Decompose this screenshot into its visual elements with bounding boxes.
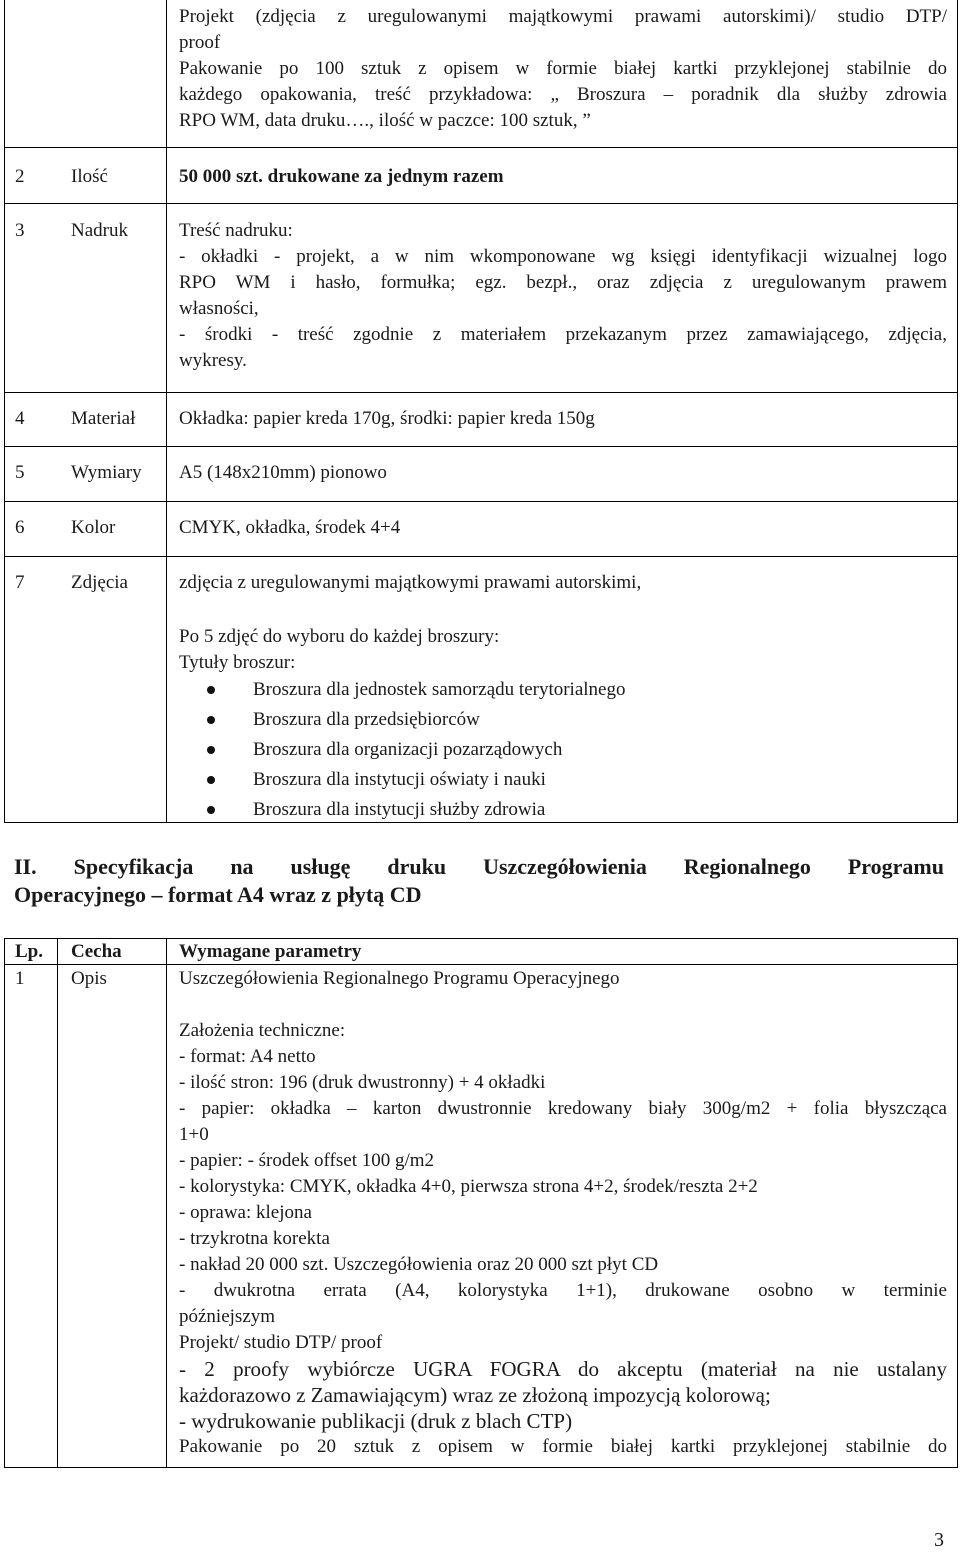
bullet-icon — [207, 776, 215, 784]
row-number: 1 — [15, 968, 25, 989]
row-number: 5 — [15, 462, 25, 483]
list-item — [179, 795, 626, 825]
row-value: CMYK, okładka, środek 4+4 — [179, 517, 401, 538]
list-item — [179, 705, 626, 735]
row-label: Ilość — [71, 166, 108, 187]
spec-table-2 — [4, 938, 958, 1468]
list-item — [179, 735, 626, 765]
list-item-label: Broszura dla instytucji oświaty i nauki — [253, 769, 546, 790]
row-label: Zdjęcia — [71, 572, 128, 593]
row-divider — [5, 501, 957, 502]
text-line: Pakowanie po 20 sztuk z opisem w formie białej kartki przyklejonej stabilnie do — [179, 1436, 947, 1457]
column-divider — [166, 939, 167, 1467]
text-line: Projekt/ studio DTP/ proof — [179, 1332, 383, 1353]
text-line: - oprawa: klejona — [179, 1202, 312, 1223]
row-value: A5 (148x210mm) pionowo — [179, 462, 387, 483]
row-number: 2 — [15, 166, 25, 187]
text-line: - nakład 20 000 szt. Uszczegółowienia oraz 20 000 szt płyt CD — [179, 1254, 659, 1275]
section-heading-line: Operacyjnego – format A4 wraz z płytą CD — [14, 882, 422, 907]
text-line: wykresy. — [179, 350, 247, 371]
row-extra-line: Tytuły broszur: — [179, 652, 296, 673]
row-divider — [5, 392, 957, 393]
row-label: Kolor — [71, 517, 116, 538]
row-label: Wymiary — [71, 462, 142, 483]
row-value: zdjęcia z uregulowanymi majątkowymi prawami autorskimi, — [179, 572, 642, 593]
bullet-icon — [207, 806, 215, 814]
brochure-list — [179, 675, 626, 825]
text-line: - papier: okładka – karton dwustronnie kredowany biały 300g/m2 + folia błyszcząca — [179, 1098, 947, 1119]
list-item-label: Broszura dla organizacji pozarządowych — [253, 739, 563, 760]
row-divider — [5, 147, 957, 148]
spec-table-1 — [4, 0, 958, 823]
list-item-label: Broszura dla jednostek samorządu terytorialnego — [253, 679, 626, 700]
text-line: RPO WM i hasło, formułka; egz. bezpł., oraz zdjęcia z uregulowanym prawem — [179, 272, 947, 293]
text-line: 1+0 — [179, 1124, 209, 1145]
row-value: Okładka: papier kreda 170g, środki: papier kreda 150g — [179, 408, 595, 429]
section-heading-line: II. Specyfikacja na usługę druku Uszczegółowienia Regionalnego Programu — [14, 854, 944, 879]
text-line: - trzykrotna korekta — [179, 1228, 330, 1249]
list-item-label: Broszura dla instytucji służby zdrowia — [253, 799, 546, 820]
text-line: Treść nadruku: — [179, 220, 293, 241]
row-number: 4 — [15, 408, 25, 429]
header-lp: Lp. — [15, 941, 43, 962]
row-label: Nadruk — [71, 220, 128, 241]
row-extra-line: Po 5 zdjęć do wyboru do każdej broszury: — [179, 626, 500, 647]
section-heading — [14, 853, 944, 909]
intro-block — [179, 4, 947, 134]
text-line: każdorazowo z Zamawiającym) wraz ze złożoną impozycją kolorową; — [179, 1383, 771, 1407]
text-line: - format: A4 netto — [179, 1046, 316, 1067]
intro-line: Pakowanie po 100 sztuk z opisem w formie białej kartki przyklejonej stabilnie do — [179, 58, 947, 79]
row-divider — [5, 446, 957, 447]
row-value-block — [179, 1018, 947, 1460]
intro-line: RPO WM, data druku…., ilość w paczce: 100 sztuk, ” — [179, 110, 591, 131]
row-divider — [5, 556, 957, 557]
bullet-icon — [207, 716, 215, 724]
text-line: - wydrukowanie publikacji (druk z blach CTP) — [179, 1409, 573, 1433]
row-label: Opis — [71, 968, 107, 989]
text-line: późniejszym — [179, 1306, 276, 1327]
header-cecha: Cecha — [71, 941, 122, 962]
column-divider — [166, 0, 167, 822]
text-line: - papier: - środek offset 100 g/m2 — [179, 1150, 435, 1171]
list-item-label: Broszura dla przedsiębiorców — [253, 709, 480, 730]
bullet-icon — [207, 746, 215, 754]
column-divider — [57, 939, 58, 1467]
page-number: 3 — [934, 1529, 944, 1551]
row-divider — [5, 203, 957, 204]
intro-line: proof — [179, 32, 221, 53]
row-value-block — [179, 218, 947, 374]
row-number: 6 — [15, 517, 25, 538]
row-value: 50 000 szt. drukowane za jednym razem — [179, 166, 504, 187]
text-line: - 2 proofy wybiórcze UGRA FOGRA do akceptu (materiał na nie ustalany — [179, 1357, 947, 1381]
list-item — [179, 765, 626, 795]
header-parametry: Wymagane parametry — [179, 941, 362, 962]
text-line: - dwukrotna errata (A4, kolorystyka 1+1), drukowane osobno w terminie — [179, 1280, 947, 1301]
text-line: własności, — [179, 298, 259, 319]
row-label: Materiał — [71, 408, 136, 429]
row-title: Uszczegółowienia Regionalnego Programu Operacyjnego — [179, 968, 620, 989]
text-line: - ilość stron: 196 (druk dwustronny) + 4 okładki — [179, 1072, 546, 1093]
text-line: - środki - treść zgodnie z materiałem przekazanym przez zamawiającego, zdjęcia, — [179, 324, 947, 345]
text-line: - kolorystyka: CMYK, okładka 4+0, pierwsza strona 4+2, środek/reszta 2+2 — [179, 1176, 758, 1197]
intro-line: każdego opakowania, treść przykładowa: „ Broszura – poradnik dla służby zdrowia — [179, 84, 947, 105]
row-number: 7 — [15, 572, 25, 593]
text-line: Założenia techniczne: — [179, 1020, 346, 1041]
row-number: 3 — [15, 220, 25, 241]
text-line: - okładki - projekt, a w nim wkomponowane wg księgi identyfikacji wizualnej logo — [179, 246, 947, 267]
list-item — [179, 675, 626, 705]
bullet-icon — [207, 686, 215, 694]
intro-line: Projekt (zdjęcia z uregulowanymi majątkowymi prawami autorskimi)/ studio DTP/ — [179, 6, 947, 27]
header-divider — [5, 964, 957, 965]
